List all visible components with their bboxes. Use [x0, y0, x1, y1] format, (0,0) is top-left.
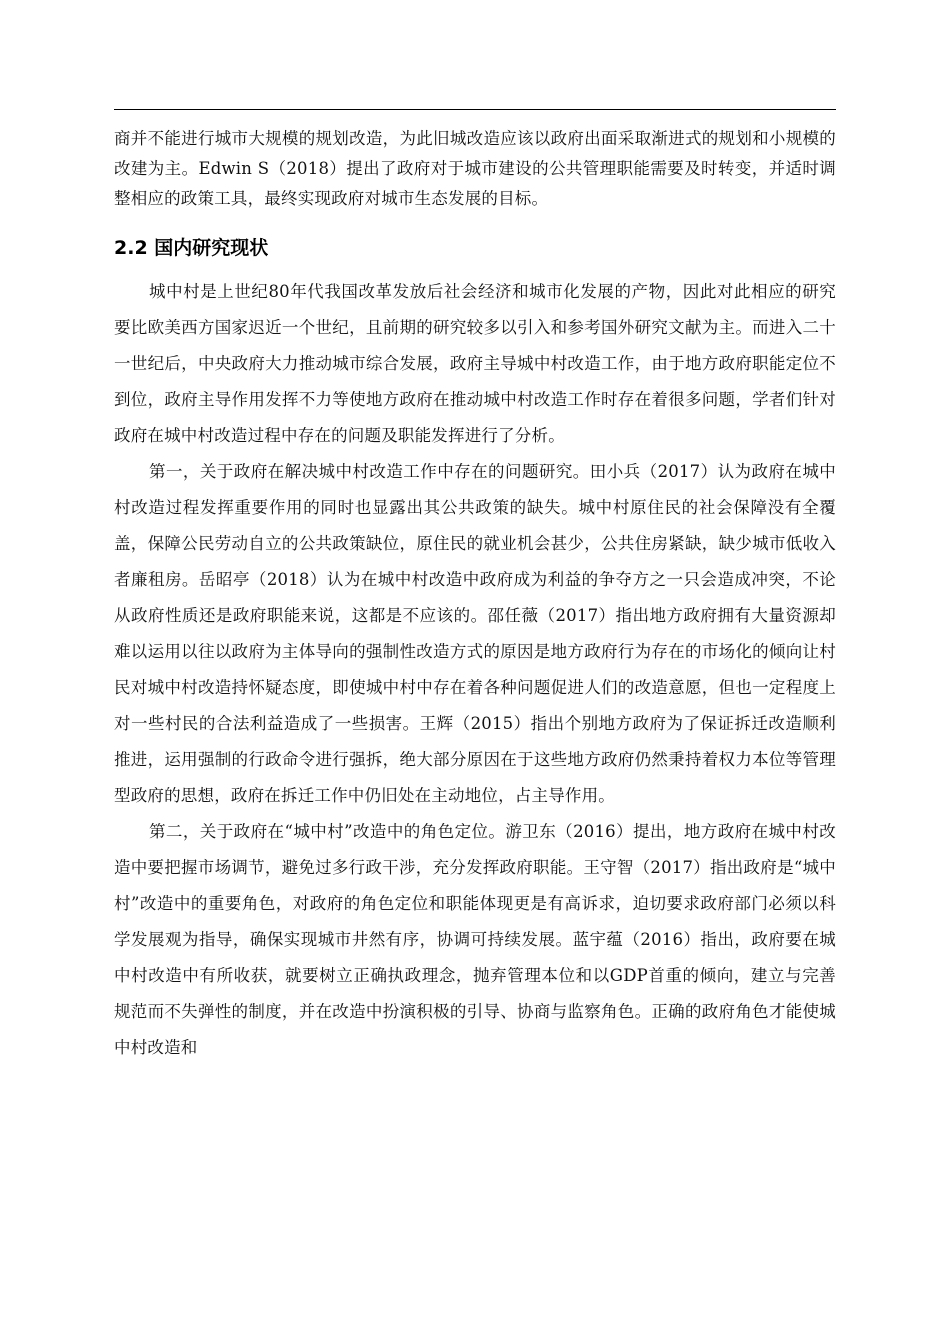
document-body	[114, 124, 836, 1066]
paragraph-intro: 城中村是上世纪80年代我国改革发放后社会经济和城市化发展的产物，因此对此相应的研究要比欧美西方国家迟近一个世纪，且前期的研究较多以引入和参考国外研究文献为主。而进入二十一世纪后，中央政府大力推动城市综合发展，政府主导城中村改造工作，由于地方政府职能定位不到位，政府主导作用发挥不力等使地方政府在推动城中村改造工作时存在着很多问题，学者们针对政府在城中村改造过程中存在的问题及职能发挥进行了分析。	[114, 282, 836, 445]
section-heading: 2.2 国内研究现状	[114, 237, 269, 259]
continued-paragraph: 商并不能进行城市大规模的规划改造，为此旧城改造应该以政府出面采取渐进式的规划和小规模的改建为主。Edwin S（2018）提出了政府对于城市建设的公共管理职能需要及时转变，并适时调整相应的政策工具，最终实现政府对城市生态发展的目标。	[114, 129, 836, 208]
paragraph-second-point: 第二，关于政府在“城中村”改造中的角色定位。游卫东（2016）提出，地方政府在城中村改造中要把握市场调节，避免过多行政干涉，充分发挥政府职能。王守智（2017）指出政府是“城中村”改造中的重要角色，对政府的角色定位和职能体现更是有高诉求，迫切要求政府部门必须以科学发展观为指导，确保实现城市井然有序，协调可持续发展。蓝宇蕴（2016）指出，政府要在城中村改造中有所收获，就要树立正确执政理念，抛弃管理本位和以GDP首重的倾向，建立与完善规范而不失弹性的制度，并在改造中扮演积极的引导、协商与监察角色。正确的政府角色才能使城中村改造和	[114, 822, 836, 1057]
header-divider	[114, 109, 836, 110]
paragraph-first-point: 第一，关于政府在解决城中村改造工作中存在的问题研究。田小兵（2017）认为政府在城中村改造过程发挥重要作用的同时也显露出其公共政策的缺失。城中村原住民的社会保障没有全覆盖，保障公民劳动自立的公共政策缺位，原住民的就业机会甚少，公共住房紧缺，缺少城市低收入者廉租房。岳昭亭（2018）认为在城中村改造中政府成为利益的争夺方之一只会造成冲突，不论从政府性质还是政府职能来说，这都是不应该的。邵任薇（2017）指出地方政府拥有大量资源却难以运用以往以政府为主体导向的强制性改造方式的原因是地方政府行为存在的市场化的倾向让村民对城中村改造持怀疑态度，即使城中村中存在着各种问题促进人们的改造意愿，但也一定程度上对一些村民的合法利益造成了一些损害。王辉（2015）指出个别地方政府为了保证拆迁改造顺利推进，运用强制的行政命令进行强拆，绝大部分原因在于这些地方政府仍然秉持着权力本位等管理型政府的思想，政府在拆迁工作中仍旧处在主动地位，占主导作用。	[114, 462, 836, 805]
